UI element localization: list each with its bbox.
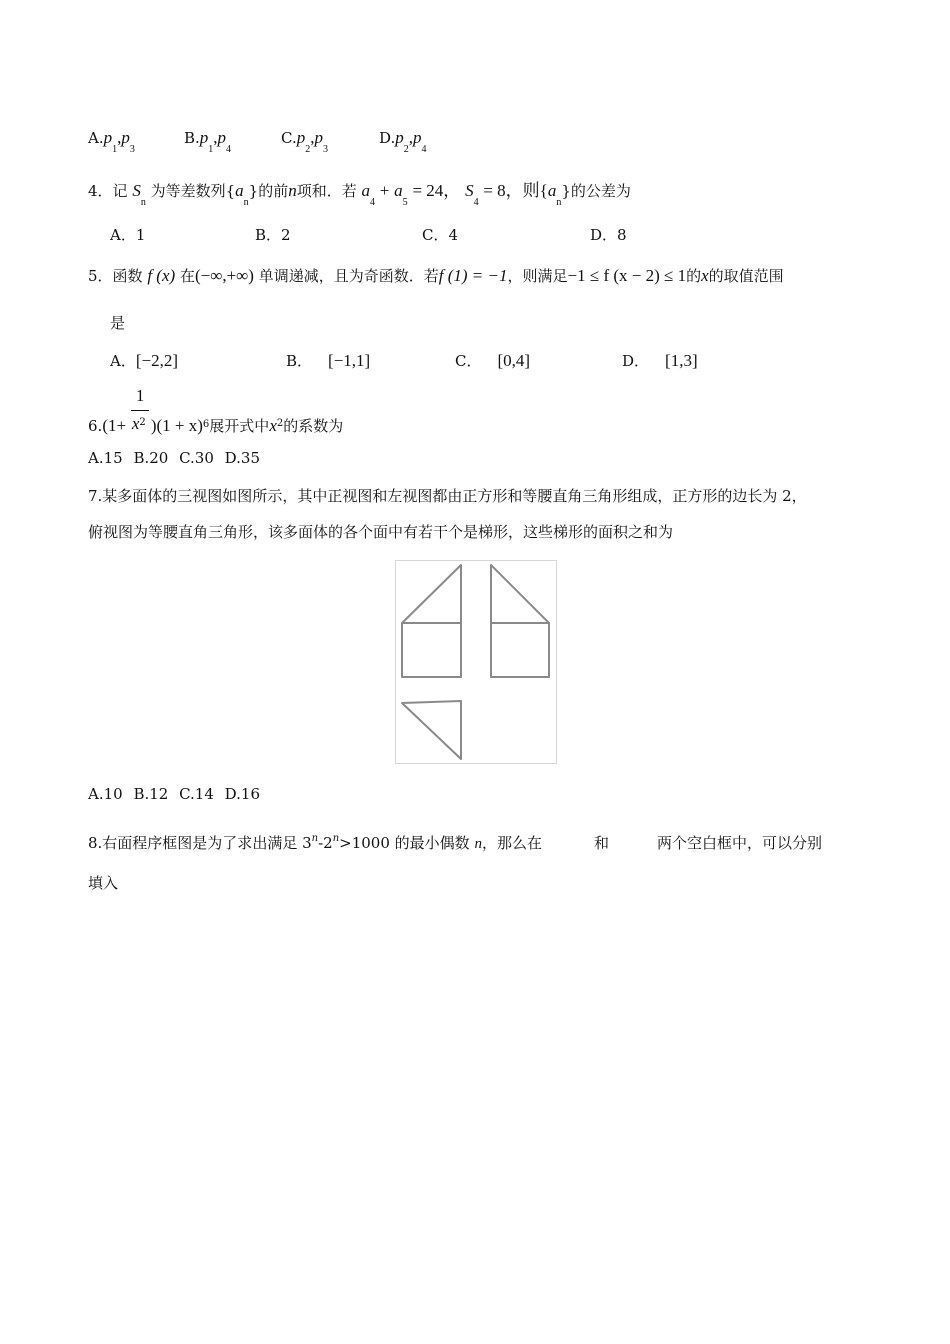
q7-stem-line2: 俯视图为等腰直角三角形，该多面体的各个面中有若干个是梯形，这些梯形的面积之和为 <box>88 523 674 541</box>
q3-option-d: $D.p_2,p_4$ <box>379 128 427 155</box>
q5-stem-continued: 是 <box>110 314 126 332</box>
q6-stem: 6.(1+ $\frac{1}{x^2}$ )$(1 + x)_6$展开式中$x_2$的系数为 <box>88 386 344 435</box>
q5-option-c: C． [0,4] <box>455 351 531 370</box>
q5-option-a: A．[−2,2] <box>110 351 179 370</box>
side-view-triangle <box>491 565 549 623</box>
q4-option-c: C．4 <box>422 226 459 244</box>
q8-stem-continued: 填入 <box>88 874 119 892</box>
q4-option-d: D．8 <box>590 226 627 244</box>
q4-option-a: A．1 <box>110 226 146 244</box>
front-view-triangle <box>402 565 461 623</box>
q5-options-row <box>110 350 730 374</box>
q3-option-b: $B.p_1,p_4$ <box>184 128 232 155</box>
front-view-square <box>402 623 461 677</box>
q8-stem: 8.右面程序框图是为了求出满足 $3^n-2^n>1000$ 的最小偶数 n，那么在 和 两个空白框中，可以分别 <box>88 833 822 852</box>
side-view-square <box>491 623 549 677</box>
three-view-drawing <box>396 561 556 763</box>
q4-option-b: B．2 <box>255 226 291 244</box>
q3-option-c: $C.p_2,p_3$ <box>281 128 328 155</box>
q4-options-row <box>110 224 710 246</box>
q3-option-a: $A.p_1,p_3$ <box>88 128 135 155</box>
three-view-figure <box>395 560 557 764</box>
q5-stem: 5．函数 f (x) 在(−∞,+∞) 单调递减，且为奇函数．若f (1) = −1，则满足−1 ≤ f (x − 2) ≤ 1的x的取值范围 <box>88 266 784 285</box>
q4-stem: 4．记 $S_n$ 为等差数列$\{a_n\}$的前n项和．若 $a_4 + a_5 = 24$， $S_4 = 8$，则$\{a_n\}$的公差为 <box>88 181 631 208</box>
q6-options: A.15 B.20 C.30 D.35 <box>88 449 261 467</box>
q7-options: A.10 B.12 C.14 D.16 <box>88 785 261 803</box>
q7-stem-line1: 7.某多面体的三视图如图所示，其中正视图和左视图都由正方形和等腰直角三角形组成，正方形的边长为 2， <box>88 487 807 505</box>
q5-option-d: D． [1,3] <box>622 351 698 370</box>
top-view-triangle <box>402 701 461 759</box>
q5-option-b: B． [−1,1] <box>286 351 371 370</box>
q6-fraction: $\frac{1}{x^2}$ <box>131 388 151 434</box>
